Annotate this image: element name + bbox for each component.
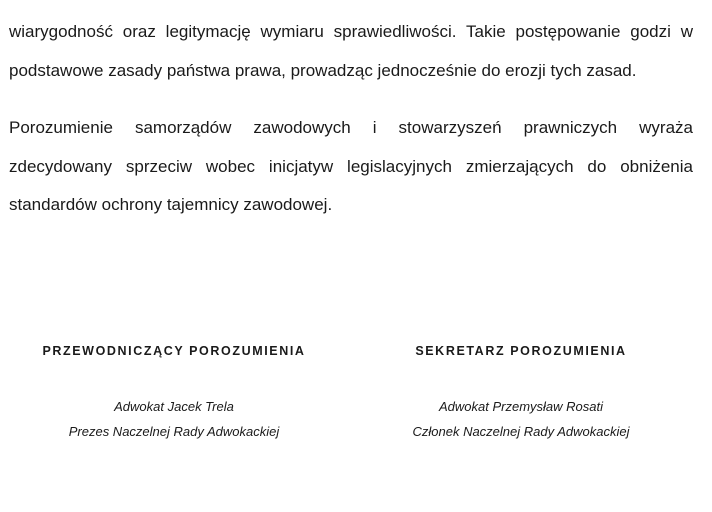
document-body — [9, 0, 693, 225]
paragraph-objection: Porozumienie samorządów zawodowych i stowarzyszeń prawniczych wyraża zdecydowany sprzeciw wobec inicjatyw legislacyjnych zmierzających do obniżenia standardów ochrony tajemnicy zawodowej. — [9, 118, 693, 214]
signatory-name: Adwokat Przemysław Rosati — [439, 399, 603, 414]
signature-title: PRZEWODNICZĄCY POROZUMIENIA — [42, 344, 306, 358]
signature-title: SEKRETARZ POROZUMIENIA — [415, 344, 627, 358]
signatory-name: Adwokat Jacek Trela — [114, 399, 234, 414]
paragraph-erosion: wiarygodność oraz legitymację wymiaru sprawiedliwości. Takie postępowanie godzi w podstawowe zasady państwa prawa, prowadząc jednocześnie do erozji tych zasad. — [9, 22, 693, 80]
signature-chairman — [24, 340, 324, 443]
signatory-role: Prezes Naczelnej Rady Adwokackiej — [68, 424, 280, 439]
signature-secretary — [371, 340, 671, 443]
signatory-role: Członek Naczelnej Rady Adwokackiej — [412, 424, 630, 439]
signature-block — [0, 340, 712, 460]
